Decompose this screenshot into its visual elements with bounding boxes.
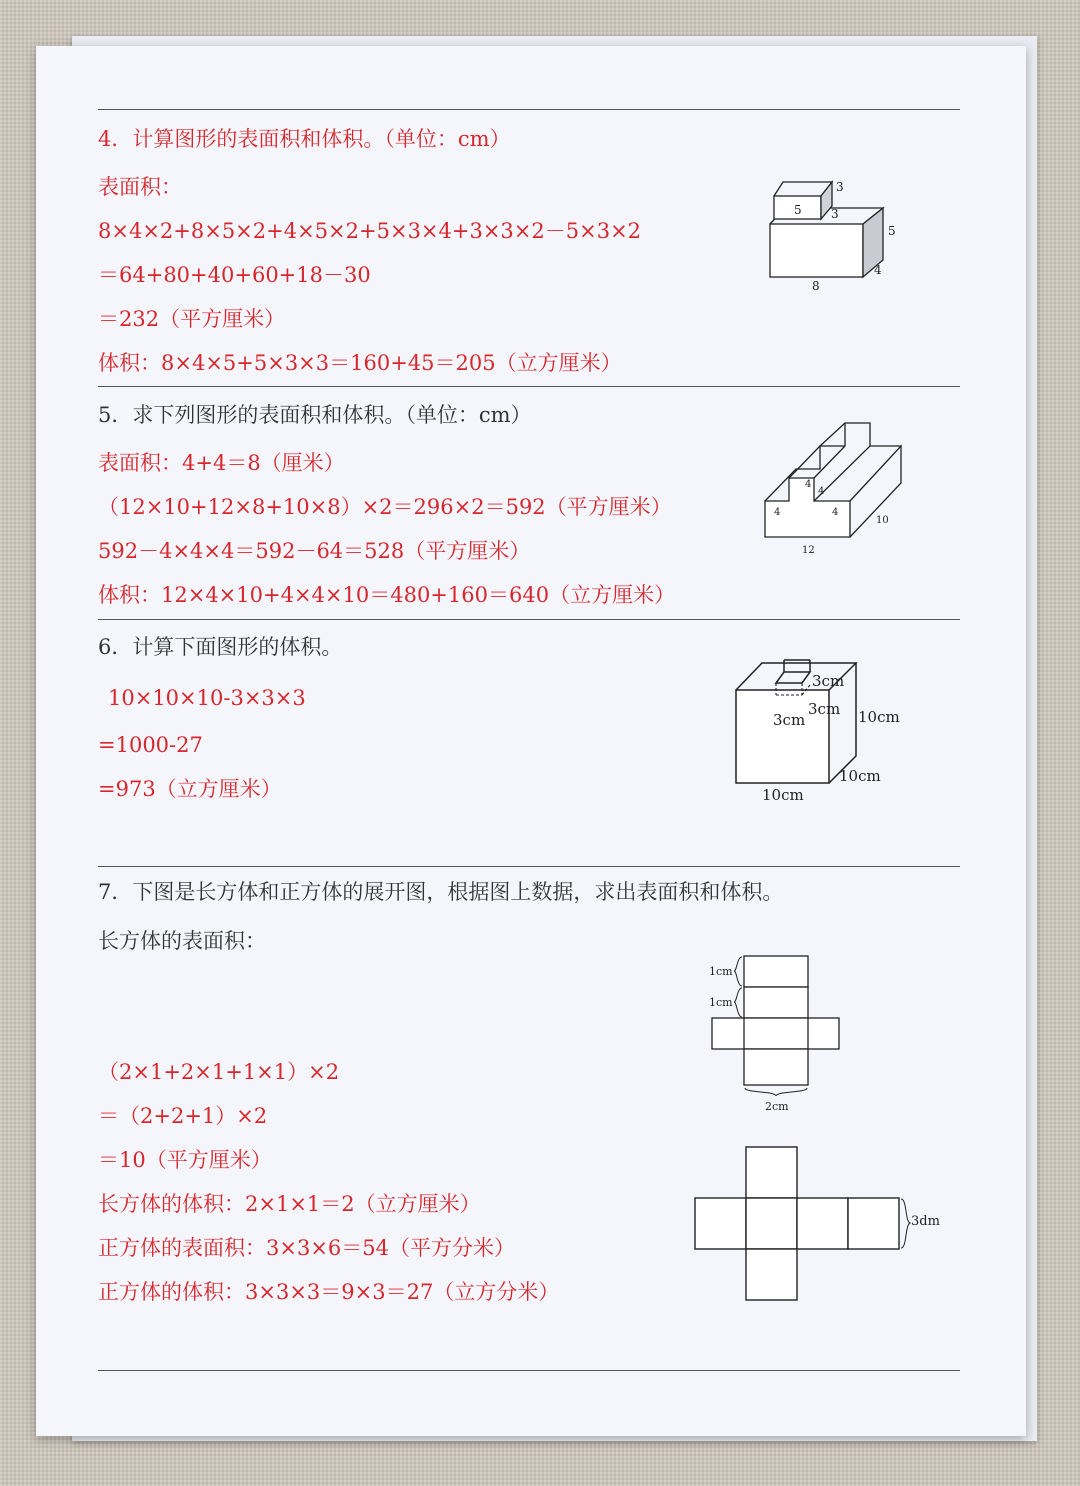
q5-answer-line: （12×10+12×8+10×8）×2＝296×2＝592（平方厘米）	[98, 495, 672, 519]
q7-cuboid-net	[702, 951, 852, 1111]
q6-label: 10cm	[839, 767, 881, 785]
q4-answer-line: 表面积：	[98, 175, 182, 199]
divider-line	[98, 866, 960, 867]
q6-label: 10cm	[858, 708, 900, 726]
q4-answer-line: ＝232（平方厘米）	[98, 307, 286, 331]
q4-answer-line: 体积：8×4×5+5×3×3＝160+45＝205（立方厘米）	[98, 351, 622, 375]
q7-answer-line: （2×1+2×1+1×1）×2	[98, 1060, 340, 1084]
q5-answer-line: 592－4×4×4＝592－64＝528（平方厘米）	[98, 539, 531, 563]
divider-line	[98, 1370, 960, 1371]
divider-line	[98, 386, 960, 387]
q7-net1-label: 1cm	[709, 996, 733, 1009]
q5-label: 12	[802, 545, 815, 556]
q4-label: 3	[831, 207, 839, 221]
q5-label: 10	[876, 515, 889, 526]
q4-label: 5	[888, 224, 896, 238]
q5-label: 4	[774, 507, 781, 518]
q5-answer-line: 体积：12×4×10+4×4×10＝480+160＝640（立方厘米）	[98, 583, 676, 607]
q5-label: 4	[832, 507, 839, 518]
q4-answer-line: 8×4×2+8×5×2+4×5×2+5×3×4+3×3×2－5×3×2	[98, 219, 642, 243]
q5-label: 4	[818, 486, 825, 497]
q4-label: 8	[812, 279, 820, 293]
q6-answer-line: =973（立方厘米）	[98, 777, 282, 801]
q5-figure-notched-block	[758, 421, 933, 561]
q7-cube-net	[694, 1145, 954, 1305]
q4-figure-stepped-cuboid	[761, 176, 911, 301]
q6-label: 10cm	[762, 786, 804, 804]
q4-title: 4．计算图形的表面积和体积。（单位：cm）	[98, 127, 511, 151]
q6-answer-line: =1000-27	[98, 733, 203, 757]
q5-title: 5．求下列图形的表面积和体积。（单位：cm）	[98, 403, 532, 427]
q4-label: 3	[836, 180, 844, 194]
q6-label: 3cm	[812, 672, 845, 690]
q7-title: 7．下图是长方体和正方体的展开图，根据图上数据，求出表面积和体积。	[98, 880, 784, 904]
q7-prompt: 长方体的表面积：	[98, 929, 266, 953]
q4-answer-line: ＝64+80+40+60+18－30	[98, 263, 371, 287]
q7-answer-line: 正方体的表面积：3×3×6＝54（平方分米）	[98, 1236, 515, 1260]
q7-net1-label: 2cm	[765, 1100, 789, 1113]
q7-net1-label: 1cm	[709, 965, 733, 978]
q7-answer-line: ＝（2+2+1）×2	[98, 1104, 268, 1128]
q4-label: 5	[794, 203, 802, 217]
q5-answer-line: 表面积：4+4＝8（厘米）	[98, 451, 345, 475]
q7-answer-line: 长方体的体积：2×1×1＝2（立方厘米）	[98, 1192, 481, 1216]
q5-label: 4	[805, 479, 812, 490]
divider-line	[98, 619, 960, 620]
q6-figure-cube-with-cut	[732, 658, 922, 808]
q7-answer-line: ＝10（平方厘米）	[98, 1148, 272, 1172]
q6-label: 3cm	[808, 700, 841, 718]
q4-label: 4	[874, 263, 882, 277]
divider-line	[98, 109, 960, 110]
q7-answer-line: 正方体的体积：3×3×3＝9×3＝27（立方分米）	[98, 1280, 560, 1304]
q6-answer-line: 10×10×10-3×3×3	[108, 686, 306, 710]
worksheet-page	[36, 46, 1026, 1436]
q7-net2-label: 3dm	[911, 1214, 940, 1229]
q6-label: 3cm	[773, 711, 806, 729]
q6-title: 6．计算下面图形的体积。	[98, 635, 343, 659]
